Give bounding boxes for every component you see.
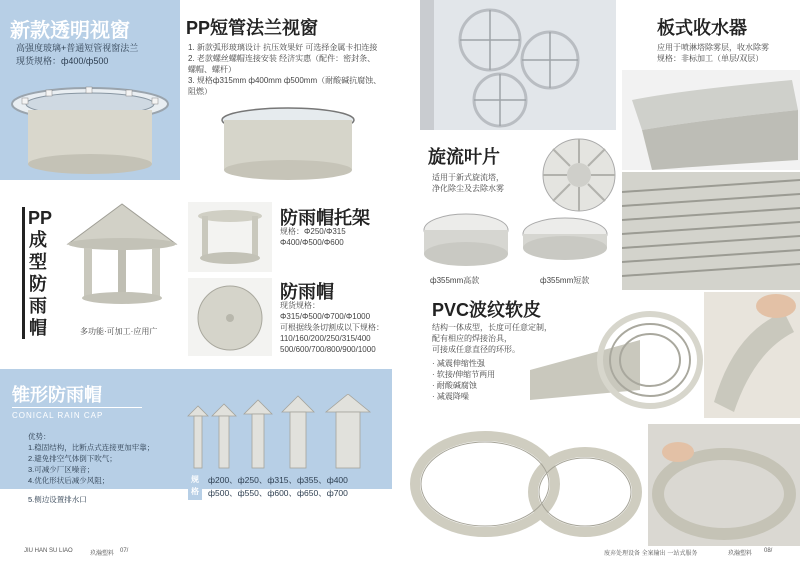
cap-bracket-desc-line: Φ400/Φ500/Φ600 bbox=[280, 238, 344, 247]
window-section-desc bbox=[16, 42, 138, 68]
pvc-desc-line: 配有相应的焊接治具， bbox=[432, 334, 512, 343]
rain-cap-title: 防雨帽 bbox=[280, 282, 334, 302]
pp-cap-title-char: 帽 bbox=[29, 318, 47, 338]
cap-bracket-desc bbox=[280, 226, 346, 248]
pvc-feature-item: · 软接/伸缩节两用 bbox=[432, 370, 496, 379]
window-section-panel bbox=[0, 0, 180, 180]
swirl-caption-short: ф355mm短款 bbox=[540, 276, 590, 285]
swirl-section-desc bbox=[432, 172, 504, 194]
conical-title-divider bbox=[12, 407, 142, 408]
footer-left-page: 07/ bbox=[120, 548, 129, 554]
conical-spec-row: ф500、ф550、ф600、ф650、ф700 bbox=[208, 488, 348, 498]
swirl-blade-image bbox=[540, 136, 618, 214]
rain-cap-desc-line: 110/160/200/250/315/400 bbox=[280, 334, 371, 343]
pp-cap-title-char: 防 bbox=[29, 274, 47, 294]
pvc-ring-image bbox=[405, 420, 645, 545]
flange-window-image bbox=[218, 106, 358, 184]
flange-desc-line: 螺帽、螺杆） bbox=[188, 65, 236, 74]
plate-desc-line: 应用于喷淋塔除雾层，收水除雾 bbox=[657, 43, 769, 52]
conical-adv-item: 1.稳固结构，比断点式连接更加牢靠； bbox=[28, 443, 155, 452]
conical-advantages bbox=[28, 431, 154, 486]
pvc-feature-item: · 减震降噪 bbox=[432, 392, 469, 401]
flange-section-title: PP短管法兰视窗 bbox=[186, 18, 319, 38]
conical-adv-extra bbox=[28, 494, 188, 505]
swirl-desc-line: 适用于新式旋流塔， bbox=[432, 173, 504, 182]
plate-collector-image-1 bbox=[622, 70, 800, 170]
pp-cap-title-char: 型 bbox=[29, 252, 47, 272]
footer-left-brand: JIU HAN SU LIAO bbox=[24, 548, 73, 554]
swirl-blade-stack-image bbox=[420, 0, 616, 130]
pvc-feature-list bbox=[432, 358, 495, 402]
swirl-caption-tall: ф355mm高款 bbox=[430, 276, 480, 285]
window-desc-line: 高强度玻璃+普通短管视窗法兰 bbox=[16, 43, 139, 53]
footer-right-name: 玖瀚塑料 bbox=[728, 551, 753, 557]
plate-section-desc bbox=[657, 42, 769, 64]
conical-caps-image bbox=[186, 394, 386, 476]
pvc-section-title: PVC波纹软皮 bbox=[432, 300, 542, 320]
pvc-feature-item: · 减震伸缩性强 bbox=[432, 359, 485, 368]
pp-cap-title-char: 雨 bbox=[29, 296, 47, 316]
flange-section-desc bbox=[188, 42, 418, 97]
pvc-ring-hand-image bbox=[648, 424, 800, 546]
rain-cap-desc bbox=[280, 300, 384, 355]
pvc-hand-image bbox=[704, 292, 800, 418]
conical-adv-label: 优势： bbox=[28, 432, 51, 441]
conical-adv-item: 2.避免排空气体倒下吹气； bbox=[28, 454, 117, 463]
footer-right-slogan: 废弃处理设备 全案输出 一站式服务 bbox=[604, 551, 698, 557]
window-section-title: 新款透明视窗 bbox=[10, 20, 130, 42]
pvc-desc-line: 可接成任意直径的环形。 bbox=[432, 345, 520, 354]
pvc-desc-line: 结构一体成型，长度可任意定制， bbox=[432, 323, 552, 332]
window-desc-line: 现货规格：ф400/ф500 bbox=[16, 56, 109, 66]
flange-desc-line: 2. 老款螺丝螺帽连接安装 经济实惠（配件：密封条、 bbox=[188, 54, 376, 63]
plate-desc-line: 规格：非标加工（单层/双层） bbox=[657, 54, 764, 63]
conical-adv-item: 3.可减少厂区噪音； bbox=[28, 465, 95, 474]
pvc-roll-image bbox=[530, 300, 704, 418]
window-flange-image bbox=[6, 76, 174, 176]
swirl-section-title: 旋流叶片 bbox=[428, 147, 500, 167]
plate-section-title: 板式收水器 bbox=[657, 18, 747, 38]
pp-cap-title-char: 成 bbox=[29, 230, 47, 250]
conical-spec-list bbox=[208, 474, 348, 500]
flange-desc-line: 1. 新款弧形玻璃设计 抗压效果好 可选择金属卡扣连接 bbox=[188, 43, 378, 52]
pp-cap-caption: 多功能·可加工·应用广 bbox=[80, 327, 158, 336]
conical-spec-label: 规格 bbox=[188, 474, 202, 500]
cap-bracket-title: 防雨帽托架 bbox=[280, 208, 370, 228]
footer-right-page: 08/ bbox=[764, 548, 773, 554]
rain-cap-desc-line: 现货规格： bbox=[280, 301, 320, 310]
rain-cap-desc-line: 500/600/700/800/900/1000 bbox=[280, 345, 376, 354]
swirl-desc-line: 净化除尘及去除水雾 bbox=[432, 184, 504, 193]
rain-cap-image bbox=[188, 278, 272, 356]
rain-cap-desc-line: 可根据线条切割成以下规格： bbox=[280, 323, 384, 332]
flange-desc-line: 3. 规格ф315mm ф400mm ф500mm（耐酸碱抗腐蚀、 bbox=[188, 76, 382, 85]
pp-rain-cap-image bbox=[62, 198, 182, 308]
conical-adv-item: 4.优化形状后减少风阻； bbox=[28, 476, 110, 485]
cap-bracket-desc-line: 规格：Φ250/Φ315 bbox=[280, 227, 346, 236]
rain-cap-desc-line: Φ315/Φ500/Φ700/Φ1000 bbox=[280, 312, 371, 321]
conical-section-subtitle: CONICAL RAIN CAP bbox=[12, 411, 104, 420]
pp-cap-title-char: PP bbox=[28, 208, 53, 228]
pp-cap-vertical-title bbox=[22, 207, 53, 339]
footer-left-name: 玖瀚塑料 bbox=[90, 551, 115, 557]
cap-bracket-image bbox=[188, 202, 272, 272]
plate-collector-image-2 bbox=[622, 172, 800, 290]
pvc-feature-item: · 耐酸碱腐蚀 bbox=[432, 381, 477, 390]
swirl-blade-tall-image bbox=[420, 208, 512, 270]
flange-desc-line: 阻燃） bbox=[188, 87, 212, 96]
swirl-blade-short-image bbox=[520, 212, 610, 268]
conical-spec-row: ф200、ф250、ф315、ф355、ф400 bbox=[208, 475, 348, 485]
conical-adv-item: 5.侧边设置排水口 bbox=[28, 495, 87, 504]
conical-section-title: 锥形防雨帽 bbox=[12, 385, 102, 405]
